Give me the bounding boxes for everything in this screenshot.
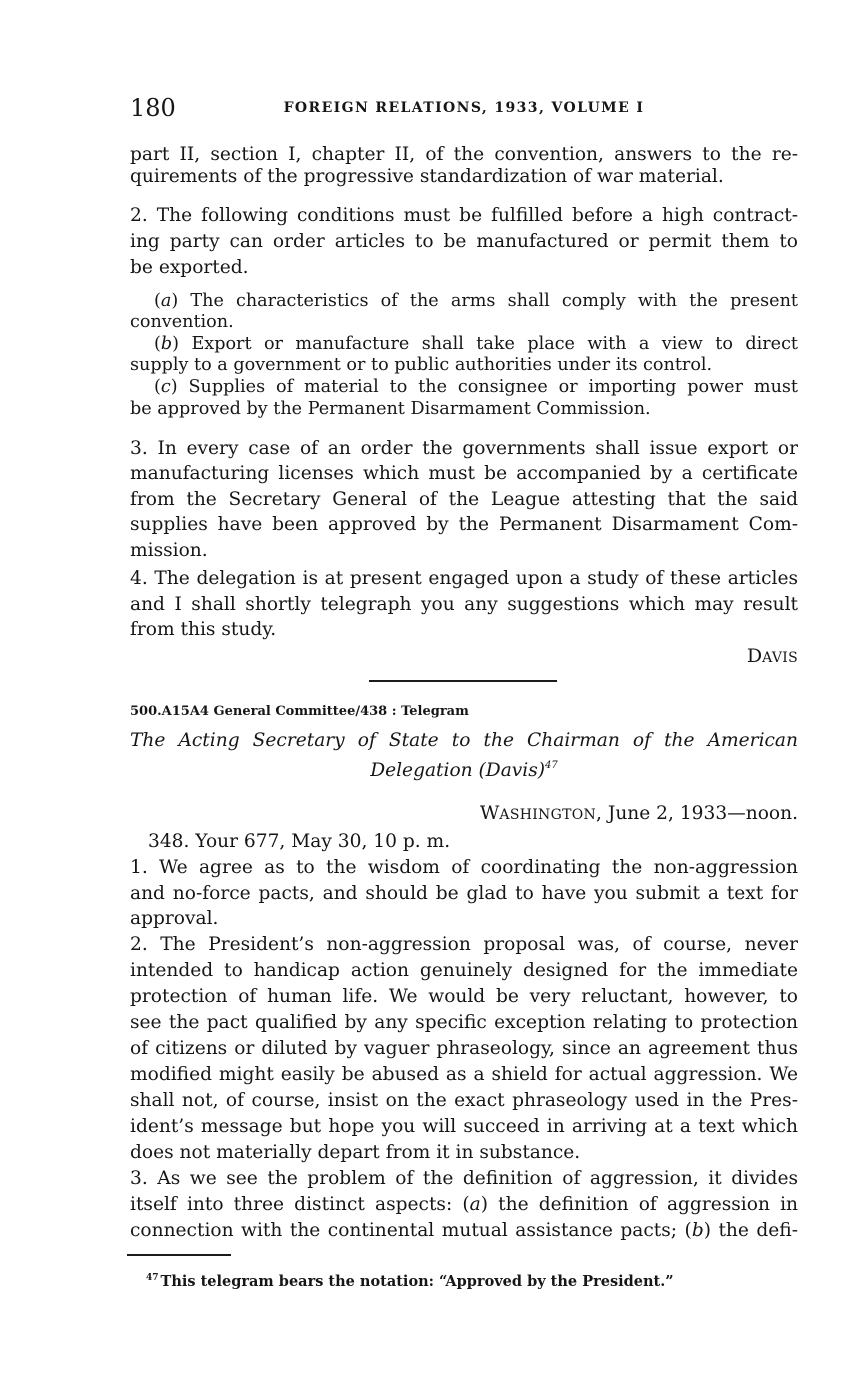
intro-line: 348. Your 677, May 30, 10 p. m. bbox=[148, 831, 451, 852]
text-line: be exported. bbox=[130, 257, 249, 278]
subitem-c: (c) Supplies of material to the consignee or importing power must bbox=[154, 377, 798, 397]
text-line: and I shall shortly telegraph you any suggestions which may result bbox=[130, 594, 798, 615]
dateline-date: , June 2, 1933—noon. bbox=[596, 803, 798, 824]
document-title-line bbox=[130, 755, 798, 782]
text-line: 3. As we see the problem of the definition of aggression, it divides bbox=[130, 1168, 798, 1189]
text-line: ident’s message but hope you will succeed in arriving at a text which bbox=[130, 1116, 798, 1137]
footnote bbox=[146, 1268, 674, 1292]
subitem-label: a bbox=[160, 291, 172, 311]
text-line: approval. bbox=[130, 908, 219, 929]
text-line: part II, section I, chapter II, of the convention, answers to the re- bbox=[130, 144, 798, 165]
text-line: shall not, of course, insist on the exact phraseology used in the Pres- bbox=[130, 1090, 798, 1111]
subitem-text: Export or manufacture shall take place with a view to direct bbox=[179, 334, 798, 354]
document-title-text: Delegation (Davis) bbox=[370, 760, 546, 781]
signature bbox=[130, 645, 798, 669]
text-line bbox=[130, 1220, 798, 1242]
text-line: 2. The President’s non-aggression proposal was, of course, never bbox=[130, 934, 798, 955]
file-reference: 500.A15A4 General Committee/438 : Telegram bbox=[130, 704, 469, 719]
text-span: connection with the continental mutual assistance pacts; ( bbox=[130, 1220, 692, 1241]
text-line: of citizens or diluted by vaguer phraseology, since an agreement thus bbox=[130, 1038, 798, 1059]
text-line: intended to handicap action genuinely designed for the immediate bbox=[130, 960, 798, 981]
text-line: 1. We agree as to the wisdom of coordinating the non-aggression bbox=[130, 857, 798, 878]
text-line: convention. bbox=[130, 312, 234, 332]
dateline-initial: W bbox=[479, 802, 500, 824]
page-header bbox=[130, 94, 798, 122]
text-line: quirements of the progressive standardization of war material. bbox=[130, 166, 724, 187]
text-line: mission. bbox=[130, 540, 208, 561]
text-span: ) the defi- bbox=[703, 1220, 798, 1241]
subitem-text: The characteristics of the arms shall comply with the present bbox=[178, 291, 798, 311]
footnote-text: This telegram bears the notation: “Approved by the President.” bbox=[160, 1273, 674, 1290]
document-title-line: The Acting Secretary of State to the Chairman of the American bbox=[130, 730, 798, 751]
signature-rest: AVIS bbox=[762, 650, 798, 666]
subitem-a: (a) The characteristics of the arms shall comply with the present bbox=[154, 291, 798, 311]
text-line: supplies have been approved by the Permanent Disarmament Com- bbox=[130, 514, 798, 535]
text-line: and no-force pacts, and should be glad to have you submit a text for bbox=[130, 883, 798, 904]
footnote-marker: 47 bbox=[146, 1273, 159, 1283]
text-line: 2. The following conditions must be fulfilled before a high contract- bbox=[130, 205, 798, 226]
section-divider bbox=[369, 680, 557, 682]
subitem-b: (b) Export or manufacture shall take place with a view to direct bbox=[154, 334, 798, 354]
running-head: FOREIGN RELATIONS, 1933, VOLUME I bbox=[283, 100, 645, 116]
text-line: from this study. bbox=[130, 619, 277, 640]
subitem-label: b bbox=[160, 334, 173, 354]
text-line: modified might easily be abused as a shield for actual aggression. We bbox=[130, 1064, 798, 1085]
text-line bbox=[130, 1194, 798, 1216]
text-line: be approved by the Permanent Disarmament Commission. bbox=[130, 399, 651, 419]
text-line: ing party can order articles to be manufactured or permit them to bbox=[130, 231, 798, 252]
subitem-label: c bbox=[160, 377, 171, 397]
text-line: see the pact qualified by any specific exception relating to protection bbox=[130, 1012, 798, 1033]
text-line: 4. The delegation is at present engaged upon a study of these articles bbox=[130, 568, 798, 589]
text-line: protection of human life. We would be very reluctant, however, to bbox=[130, 986, 798, 1007]
text-line: from the Secretary General of the League attesting that the said bbox=[130, 489, 798, 510]
footnote-rule bbox=[127, 1254, 231, 1256]
text-line: manufacturing licenses which must be accompanied by a certificate bbox=[130, 463, 798, 484]
text-line: does not materially depart from it in substance. bbox=[130, 1142, 581, 1163]
dateline-place: ASHINGTON bbox=[499, 807, 597, 823]
page-number: 180 bbox=[130, 94, 176, 122]
text-line: supply to a government or to public authorities under its control. bbox=[130, 355, 713, 375]
text-line: 3. In every case of an order the governments shall issue export or bbox=[130, 438, 798, 459]
dateline bbox=[130, 802, 798, 826]
subitem-text: Supplies of material to the consignee or importing power must bbox=[177, 377, 798, 397]
text-span: itself into three distinct aspects: ( bbox=[130, 1194, 470, 1215]
text-span: ) the definition of aggression in bbox=[480, 1194, 798, 1215]
footnote-ref: 47 bbox=[545, 760, 558, 771]
signature-initial: D bbox=[746, 645, 763, 667]
item-label: a bbox=[469, 1194, 481, 1215]
item-label: b bbox=[691, 1220, 704, 1241]
